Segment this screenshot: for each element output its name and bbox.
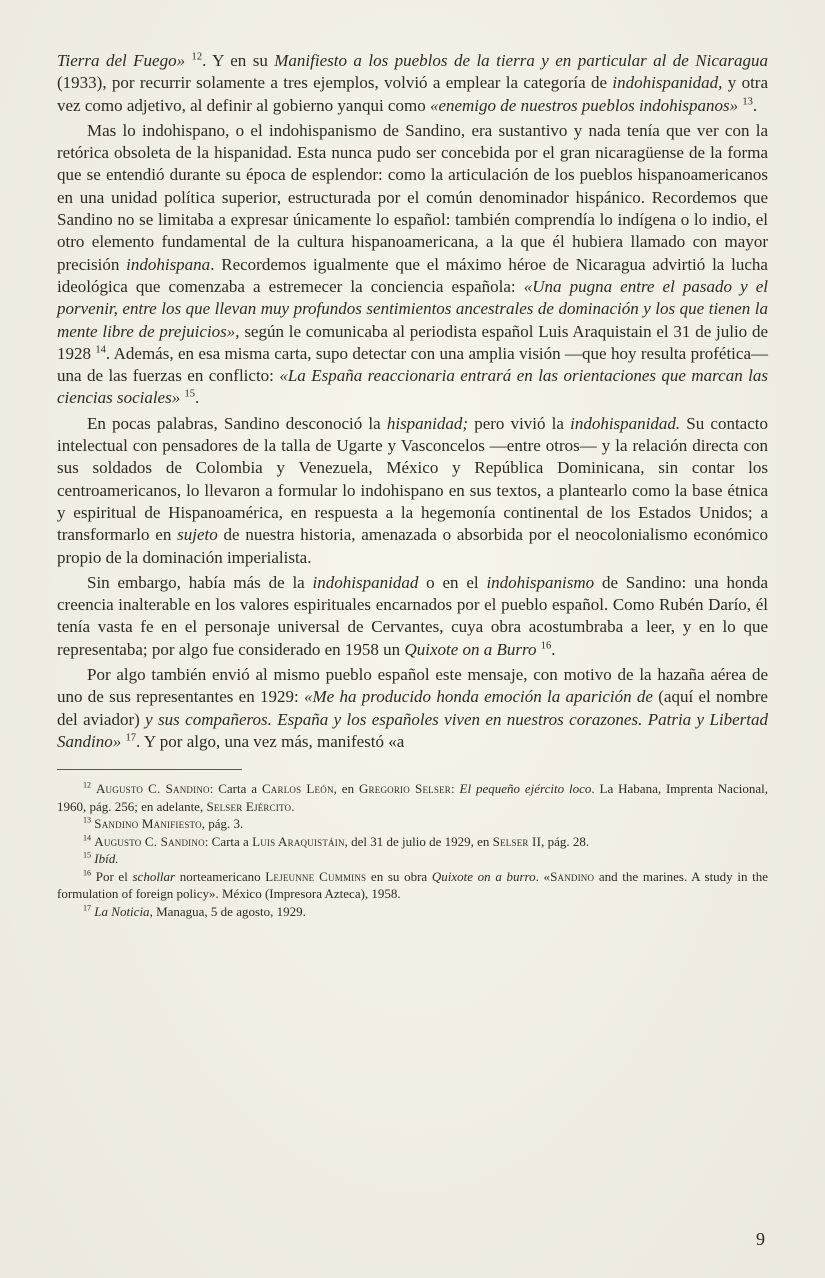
footnote: [57, 903, 768, 921]
text-segment: y sus compañeros. España y los españoles viven en nuestros corazones. Patria y Libertad Sandino»: [57, 709, 769, 751]
text-segment: Sin embargo, había más de la: [87, 572, 313, 592]
text-segment: o en el: [418, 572, 487, 592]
text-segment: indohispanidad: [312, 572, 419, 592]
text-segment: . Y por algo, una vez más, manifestó «a: [136, 731, 405, 751]
text-segment: (aquí el nombre del aviador): [57, 687, 768, 729]
footnotes-list: [57, 780, 768, 920]
text-segment: «La España reaccionaria entrará en las orientaciones que marcan las ciencias sociales»: [57, 366, 768, 408]
footnote-ref: 13: [742, 95, 753, 107]
text-segment: and the marines. A study in the formulation of foreign policy». México (Impresora Azteca), 1958.: [57, 868, 769, 902]
text-segment: Augusto C. Sandino: [95, 781, 210, 797]
footnote-ref: 14: [95, 344, 106, 356]
text-segment: Selser Ejército: [206, 798, 292, 814]
body-text: [57, 50, 768, 753]
text-segment: Quixote on a Burro: [404, 639, 541, 659]
text-segment: norteamericano: [175, 868, 266, 884]
paragraph: [57, 120, 768, 410]
text-segment: Augusto C. Sandino: [94, 833, 205, 849]
text-segment: Luis Araquistáin: [252, 833, 345, 849]
text-segment: , pág. 28.: [541, 833, 590, 849]
text-segment: indohispanismo: [486, 572, 595, 592]
text-segment: Mas lo indohispano, o el indohispanismo de Sandino, era sustantivo y nada tenía que ver con la retórica obsoleta de la hispanidad. Esta nunca pudo ser concebida por el gran nicaragüense de la forma que se entendió durante su época de esplendor: como la articulación de los pueblos hispanoamericanos en una unidad política superior, estructurada por el común denominador hispánico. Recordemos que Sandino no se limitaba a expresar únicamente lo español: también comprendía lo indígena o lo indio, el otro elemento fundamental de la cultura hispanoamericana, a la que él hubiera llamado con mayor precisión: [57, 120, 768, 274]
footnote: [57, 850, 768, 868]
paragraph: [57, 50, 768, 117]
text-segment: Su contacto intelectual con pensadores de la talla de Ugarte y Vasconcelos —entre otros— y la relación directa con sus soldados de Colombia y Venezuela, México y República Dominicana, sin contar los centroamericanos, lo llevaron a formular lo indohispano en sus textos, a plantearlo como la base étnica y espiritual de Hispanoamérica, en respuesta a la hegemonía continental de los Estados Unidos; a transformarlo en: [57, 413, 768, 545]
text-segment: : Carta a: [209, 781, 262, 797]
footnote: [57, 815, 768, 833]
footnote-ref: 13: [83, 815, 92, 825]
footnote-ref: 15: [83, 850, 92, 860]
text-segment: de nuestra historia, amenazada o absorbida por el neocolonialismo económico propio de la dominación imperialista.: [57, 525, 768, 567]
text-segment: y otra vez como adjetivo, al definir al gobierno yanqui como: [57, 73, 768, 115]
paragraph: [57, 572, 768, 661]
text-segment: Gregorio Selser: [358, 781, 451, 797]
text-segment: Manifiesto a los pueblos de la tierra y en particular al de Nicaragua: [274, 51, 768, 70]
text-segment: , Managua, 5 de agosto, 1929.: [149, 903, 306, 919]
footnote-separator-rule: [57, 769, 242, 770]
text-segment: Por el: [91, 868, 133, 884]
text-segment: :: [450, 781, 460, 797]
text-segment: El pequeño ejército loco: [459, 781, 592, 797]
footnote-ref: 15: [184, 388, 195, 400]
text-segment: . La Habana, Imprenta Nacional, 1960, pág. 256; en adelante,: [57, 781, 768, 814]
text-segment: : Carta a: [204, 833, 253, 849]
footnote: [57, 868, 768, 903]
page-number: 9: [756, 1229, 765, 1249]
text-segment: , del 31 de julio de 1929, en: [344, 833, 493, 849]
text-segment: .: [752, 95, 758, 115]
footnote-ref: 12: [83, 780, 92, 790]
text-segment: «Me ha producido honda emoción la aparición de: [304, 687, 653, 707]
footnote: [57, 833, 768, 851]
text-segment: indohispanidad.: [570, 413, 681, 433]
text-segment: pero vivió la: [468, 413, 571, 433]
text-segment: de Sandino: una honda creencia inalterable en los valores espirituales encarnados por el pueblo español. Como Rubén Darío, él tenía vasta fe en el personaje universal de Cervantes, cuya obra acostumbraba a leer, y en lo que representaba; por algo fue considerado en 1958 un: [57, 572, 768, 659]
text-segment: . «: [535, 868, 551, 884]
text-segment: . Además, en esa misma carta, supo detectar con una amplia visión —que hoy resulta profética— una de las fuerzas en conflicto:: [57, 343, 768, 386]
text-segment: hispanidad;: [386, 413, 469, 433]
text-segment: Lejeunne Cummins: [265, 868, 367, 884]
text-segment: Sandino Manifiesto: [94, 816, 202, 832]
footnote-ref: 12: [191, 51, 203, 63]
text-segment: Quixote on a burro: [431, 868, 536, 884]
footnote-ref: 16: [540, 640, 552, 652]
text-segment: . Y en su: [202, 51, 275, 70]
text-segment: indohispana: [126, 254, 211, 274]
text-segment: Sandino: [550, 868, 595, 884]
text-segment: Carlos León: [261, 781, 334, 797]
text-segment: , en: [333, 781, 359, 797]
text-segment: .: [551, 639, 556, 659]
text-segment: . Recordemos igualmente que el máximo héroe de Nicaragua advirtió la lucha ideológica que comenzaba a estremecer la conciencia española:: [57, 254, 768, 296]
text-segment: indohispanidad,: [612, 73, 723, 93]
text-segment: Tierra del Fuego»: [57, 51, 192, 70]
paragraph: [57, 413, 768, 569]
text-segment: sujeto: [177, 525, 218, 545]
text-segment: Por algo también envió al mismo pueblo español este mensaje, con motivo de la hazaña aérea de uno de sus representantes en 1929:: [57, 665, 768, 707]
text-segment: (1933), por recurrir solamente a tres ejemplos, volvió a emplear la categoría de: [57, 73, 613, 93]
text-segment: , pág. 3.: [201, 816, 244, 832]
text-segment: Ibíd.: [94, 851, 119, 867]
footnote-ref: 17: [125, 732, 137, 744]
footnote-ref: 14: [83, 833, 92, 843]
text-segment: .: [291, 798, 295, 814]
text-segment: La Noticia: [94, 903, 150, 919]
text-segment: En pocas palabras, Sandino desconoció la: [87, 413, 387, 433]
text-segment: en su obra: [366, 868, 432, 884]
text-segment: «Una pugna entre el pasado y el porvenir, entre los que llevan muy profundos sentimientos ancestrales de dominación y los que tienen la mente libre de prejuicios»: [57, 276, 768, 341]
text-segment: , según le comunicaba al periodista español Luis Araquistain el 31 de julio de 1928: [57, 321, 768, 363]
footnote: [57, 780, 768, 815]
footnote-ref: 17: [83, 903, 92, 913]
text-segment: Selser II: [492, 833, 542, 849]
text-segment: .: [195, 388, 200, 408]
paragraph: [57, 664, 768, 753]
text-segment: schollar: [132, 868, 176, 884]
text-segment: «enemigo de nuestros pueblos indohispanos»: [429, 95, 743, 115]
footnote-ref: 16: [83, 868, 92, 878]
footnotes-section: [57, 769, 768, 920]
